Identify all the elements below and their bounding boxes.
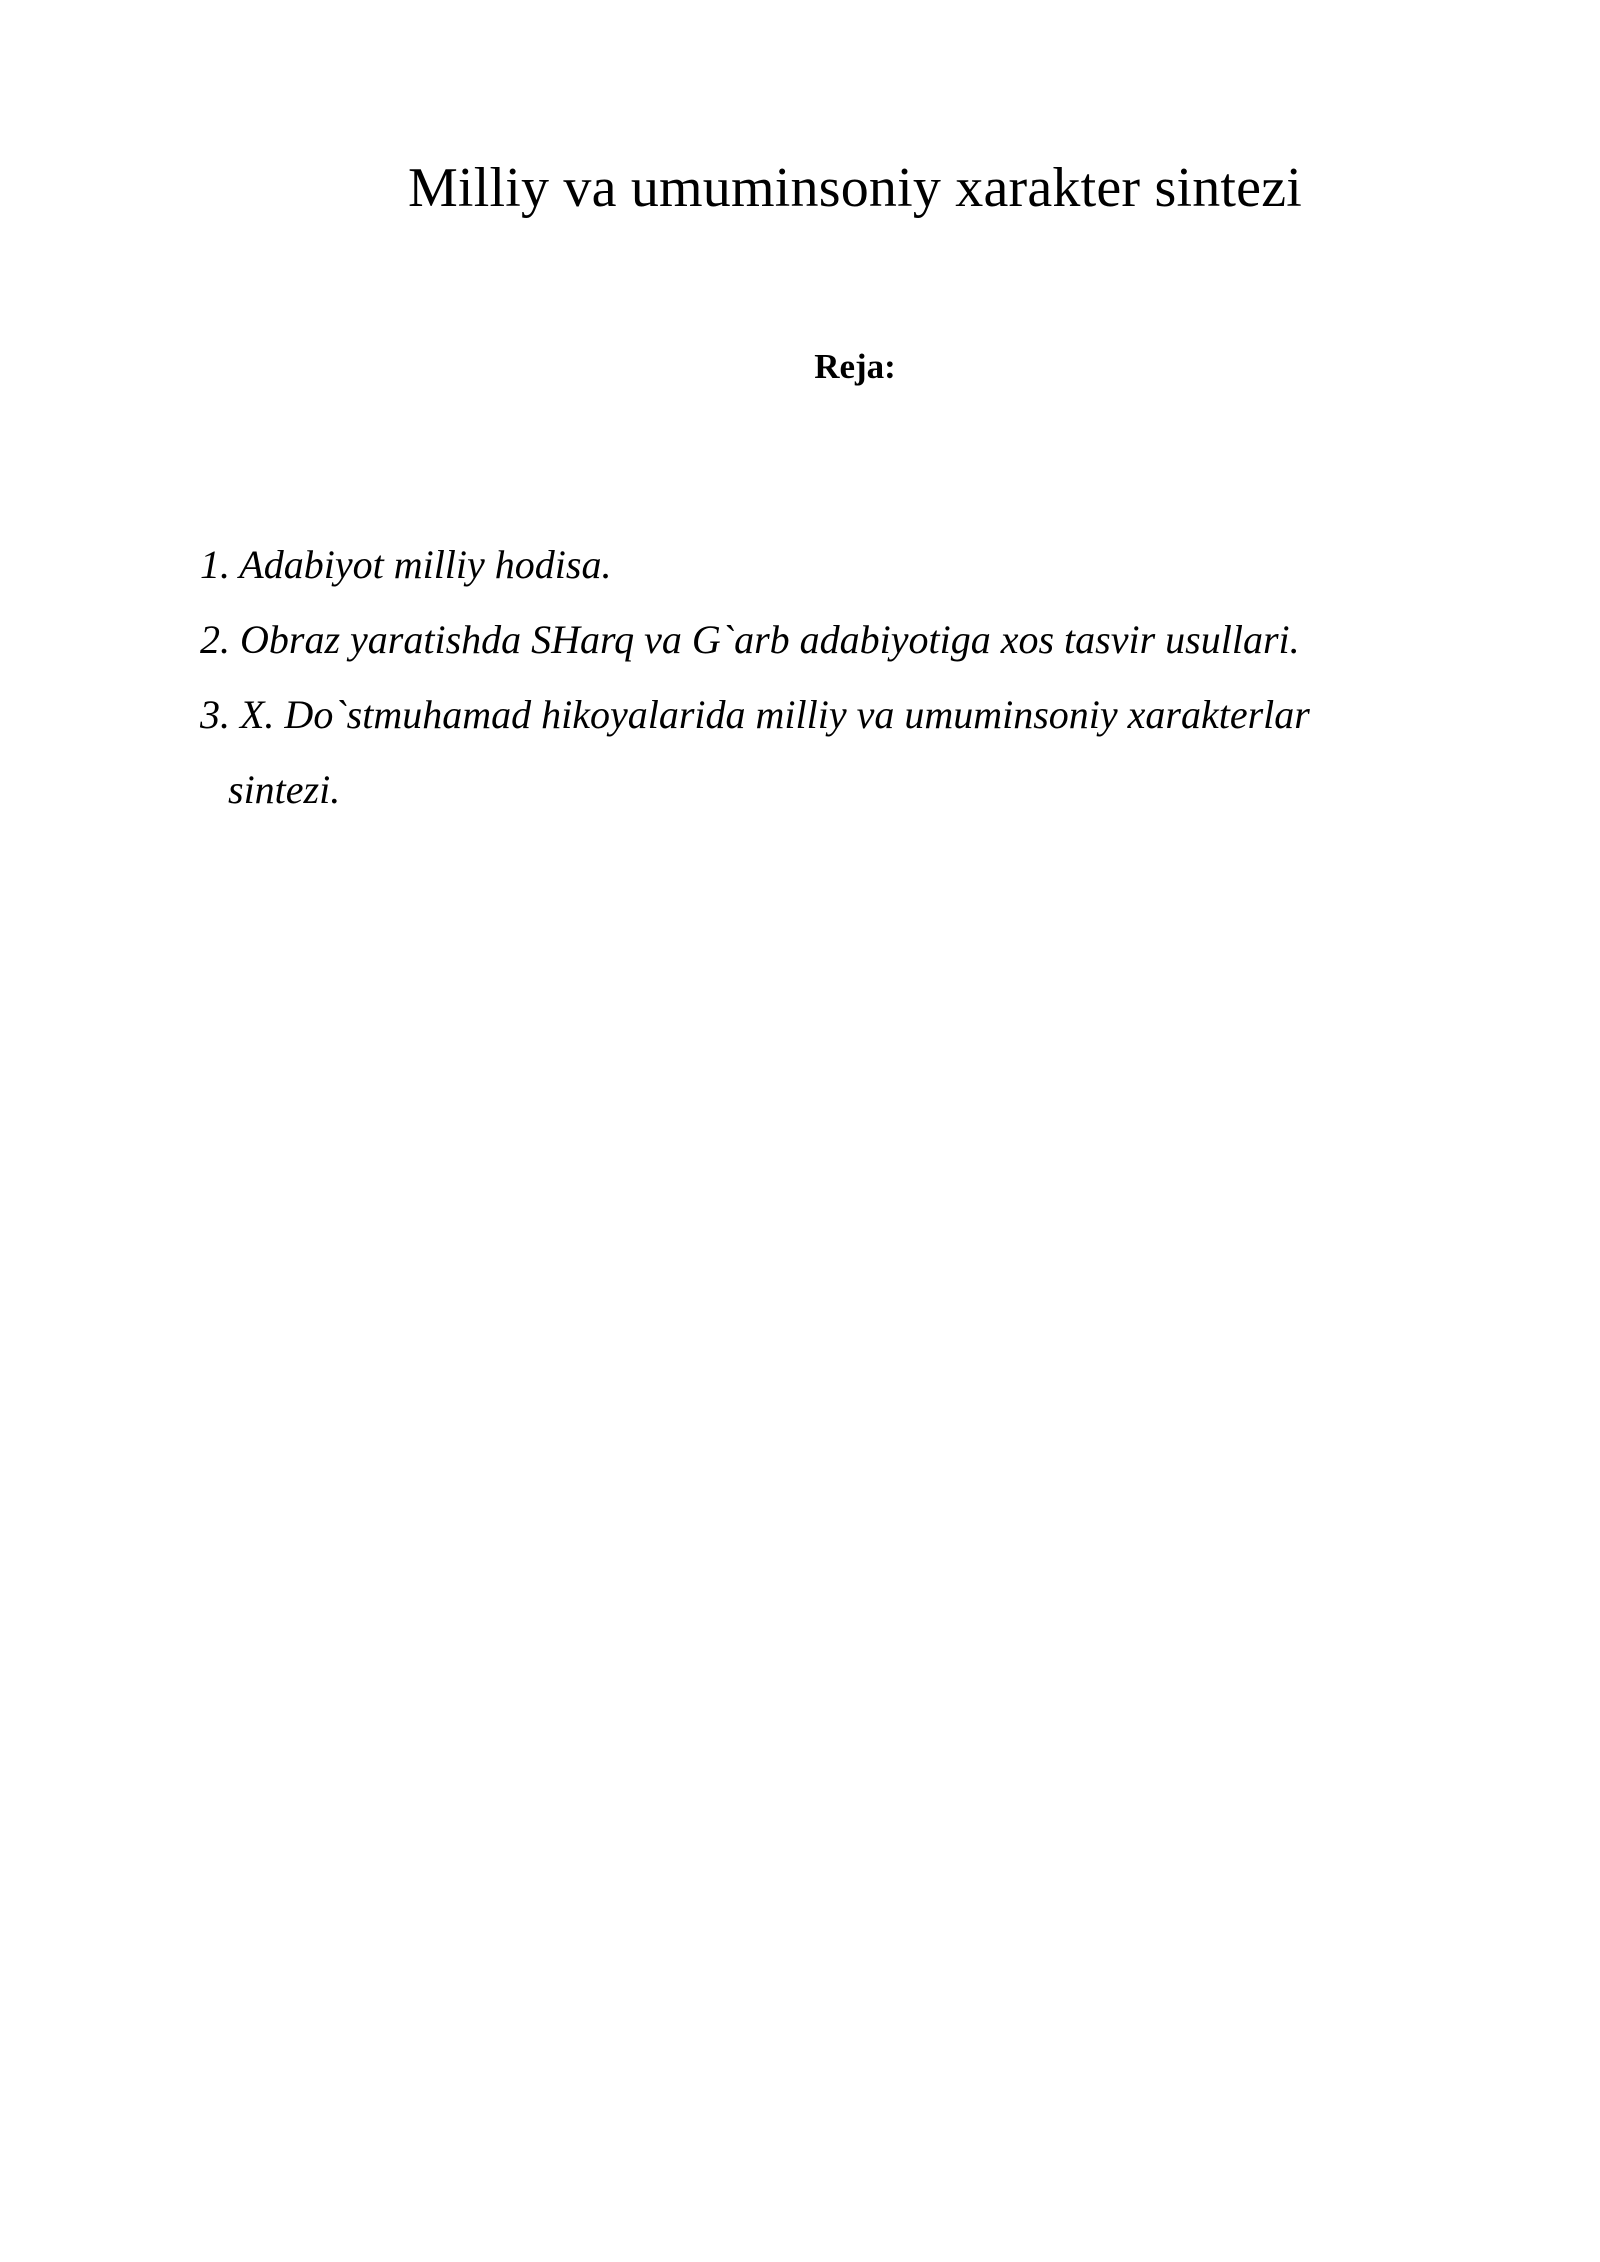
plan-item-text: Obraz yaratishda SHarq va G`arb adabiyotiga xos tasvir usullari.: [240, 617, 1300, 662]
plan-heading: Reja:: [814, 347, 896, 386]
plan-item-number: 3.: [200, 692, 230, 737]
plan-item-number: 2.: [200, 617, 230, 662]
plan-list: [200, 527, 1440, 827]
plan-item: [200, 527, 1440, 602]
plan-item: [200, 677, 1440, 827]
plan-item: [200, 602, 1440, 677]
document-title: Milliy va umuminsoniy xarakter sintezi: [407, 157, 1303, 219]
plan-item-text: Adabiyot milliy hodisa.: [239, 542, 612, 587]
plan-item-continuation: sintezi.: [228, 767, 341, 812]
plan-item-text: X. Do`stmuhamad hikoyalarida milliy va umuminsoniy xarakterlar: [240, 692, 1310, 737]
plan-item-number: 1.: [200, 542, 230, 587]
